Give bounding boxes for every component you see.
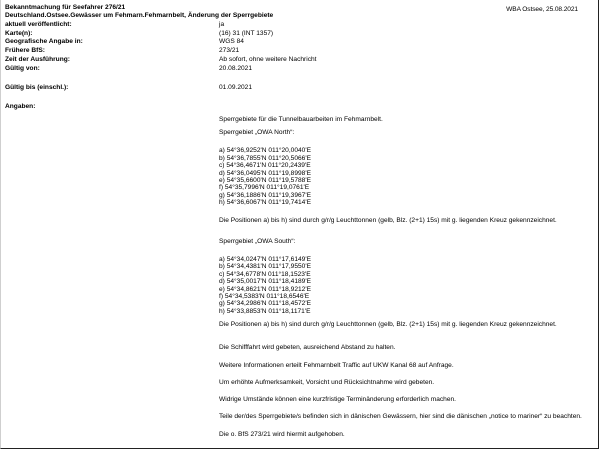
coord-line: b) 54°36,7855'N 011°20,5066'E (219, 154, 311, 162)
field-value: 01.09.2021 (219, 84, 253, 91)
coord-line: g) 54°36,1886'N 011°19,3967'E (219, 191, 311, 199)
field-label: Angaben: (5, 103, 36, 110)
coord-line: f) 54°35,7996'N 011°19,0761'E (219, 184, 310, 192)
field-row-previous (5, 47, 590, 56)
field-label: Gültig bis (einschl.): (5, 84, 69, 91)
field-row-valid-from (5, 65, 590, 74)
coord-line: g) 54°34,2986'N 011°18,4572'E (219, 300, 311, 308)
coord-line: a) 54°36,9252'N 011°20,0040'E (219, 147, 311, 155)
paragraph: Widrige Umstände können eine kurzfristige Terminänderung erforderlich machen. (219, 396, 457, 404)
coord-line: c) 54°36,4671'N 011°20,2439'E (219, 162, 311, 170)
field-label: Zeit der Ausführung: (5, 56, 70, 63)
field-value: ja (219, 21, 225, 28)
notice-title: Bekanntmachung für Seefahrer 276/21 (5, 4, 126, 11)
north-zone-title: Sperrgebiet „OWA North“: (219, 129, 295, 137)
field-row-execution (5, 56, 590, 65)
coord-line: h) 54°36,6067'N 011°19,7414'E (219, 199, 311, 207)
coord-line: e) 54°35,6600'N 011°19,5788'E (219, 177, 311, 185)
coord-line: c) 54°34,6778'N 011°18,1523'E (219, 270, 311, 278)
field-value: Ab sofort, ohne weitere Nachricht (219, 56, 317, 63)
details-content (219, 116, 594, 439)
field-value: WGS 84 (219, 38, 244, 45)
coord-line: f) 54°34,5383'N 011°18,6546'E (219, 293, 310, 301)
north-zone-note: Die Positionen a) bis h) sind durch g/r/g Leuchttonnen (gelb, Blz. (2+1) 15s) mit g. liegenden Kreuz gekennzeichnet. (219, 216, 557, 224)
field-label: Karte(n): (5, 30, 33, 37)
coord-line: a) 54°34,0247'N 011°17,6149'E (219, 256, 311, 264)
paragraph: Um erhöhte Aufmerksamkeit, Vorsicht und Rücksichtnahme wird gebeten. (219, 378, 435, 386)
north-coords-list (219, 147, 594, 206)
paragraph: Die o. BfS 273/21 wird hiermit aufgehoben. (219, 430, 345, 438)
paragraph: Die Schifffahrt wird gebeten, ausreichend Abstand zu halten. (219, 344, 396, 352)
field-row-geodetic (5, 38, 590, 47)
south-zone-note: Die Positionen a) bis h) sind durch g/r/g Leuchttonnen (gelb, Blz. (2+1) 15s) mit g. liegenden Kreuz gekennzeichnet. (219, 321, 557, 329)
field-row-valid-until (5, 84, 590, 93)
intro-text: Sperrgebiete für die Tunnelbauarbeiten im Fehmarnbelt. (219, 116, 383, 123)
paragraph: Teile der/des Sperrgebiete/s befinden sich in dänischen Gewässern, hier sind die dänischen „notice to mariner“ zu beachten. (219, 413, 582, 421)
notice-subtitle: Deutschland.Ostsee.Gewässer um Fehmarn.Fehmarnbelt, Änderung der Sperrgebiete (5, 12, 274, 19)
paragraph: Weitere Informationen erteilt Fehmarnbelt Traffic auf UKW Kanal 68 auf Anfrage. (219, 361, 454, 369)
field-row-published (5, 21, 590, 30)
coord-line: d) 54°35,0017'N 011°18,4189'E (219, 278, 311, 286)
field-value: 273/21 (219, 47, 240, 54)
header-stamp: WBA Ostsee, 25.08.2021 (506, 6, 578, 13)
field-label: aktuell veröffentlicht: (5, 21, 72, 28)
coord-line: h) 54°33,8853'N 011°18,1171'E (219, 307, 311, 315)
south-zone-title: Sperrgebiet „OWA South“: (219, 237, 296, 245)
field-label: Geografische Angabe in: (5, 38, 83, 45)
field-label: Frühere BfS: (5, 47, 45, 54)
field-label: Gültig von: (5, 65, 40, 72)
field-value: (16) 31 (INT 1357) (219, 30, 274, 37)
south-coords-list (219, 256, 594, 315)
field-value: 20.08.2021 (219, 65, 253, 72)
coord-line: d) 54°36,0495'N 011°19,8998'E (219, 169, 311, 177)
coord-line: e) 54°34,8621'N 011°18,9212'E (219, 285, 311, 293)
coord-line: b) 54°34,4381'N 011°17,9550'E (219, 263, 311, 271)
field-row-details (5, 103, 590, 112)
